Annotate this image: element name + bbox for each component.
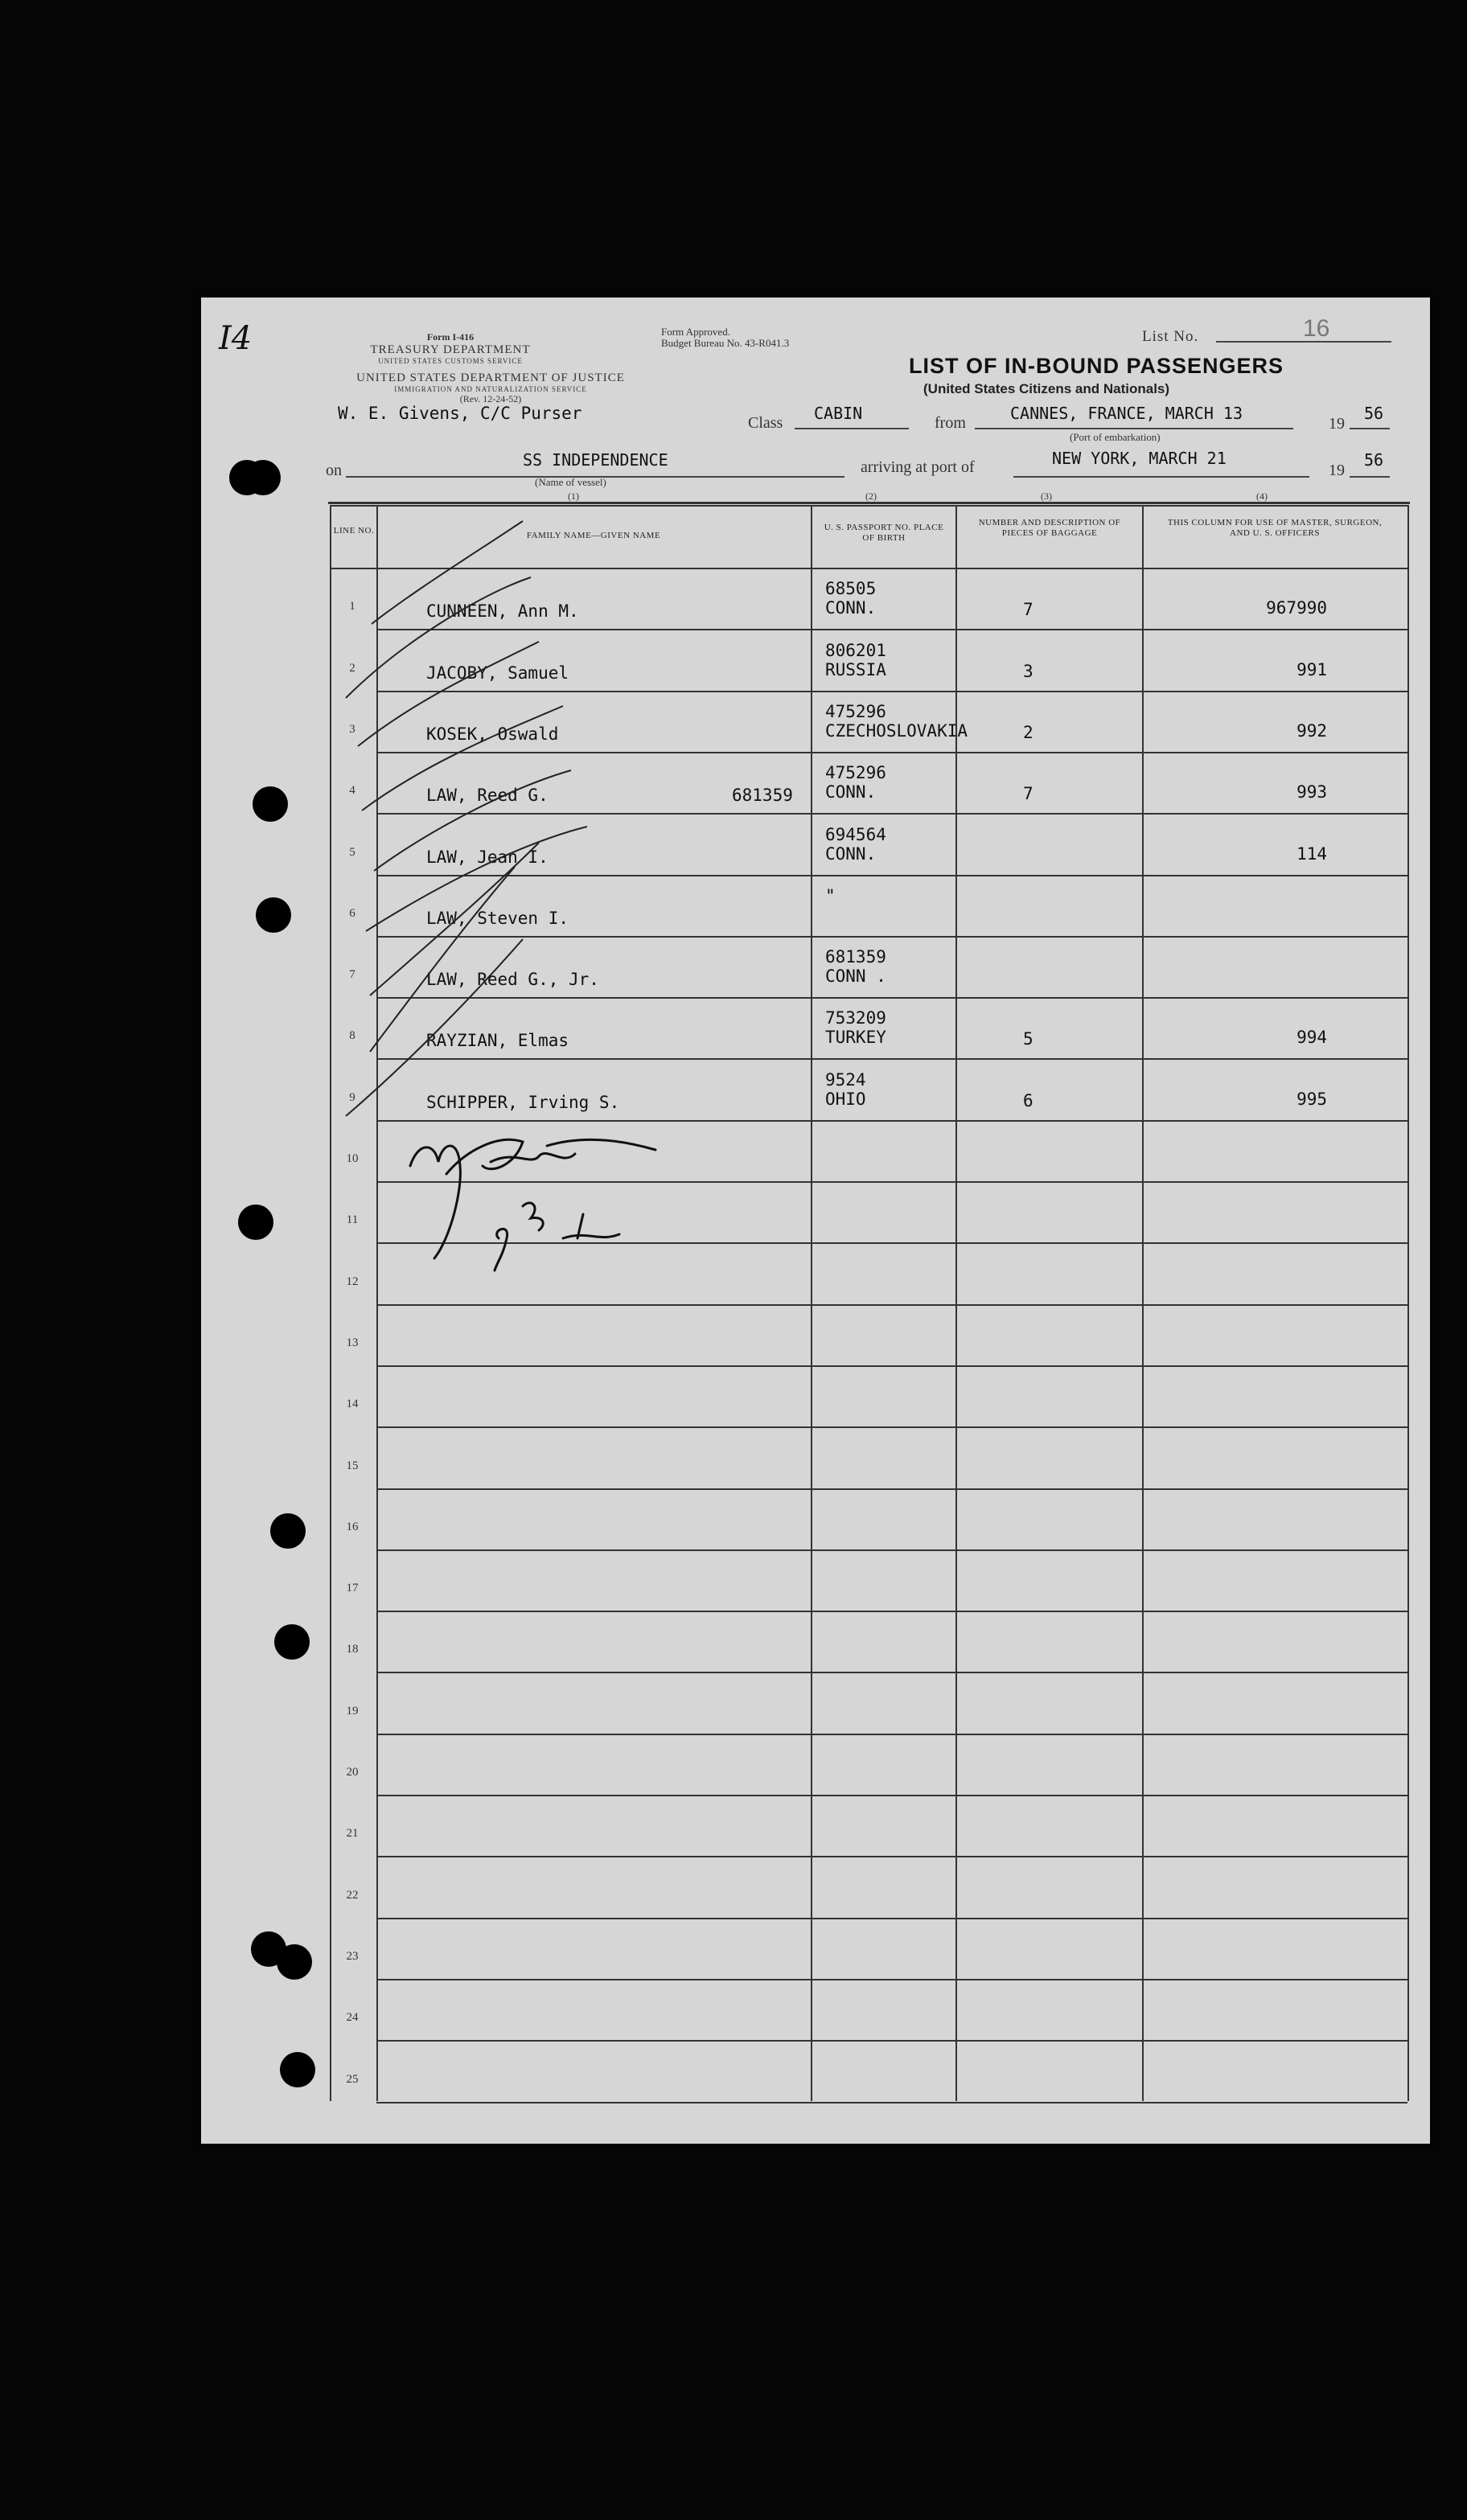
table-row-line <box>376 1488 1407 1490</box>
officer-number: 993 <box>1296 782 1327 802</box>
passenger-name: CUNNEEN, Ann M. <box>426 601 579 622</box>
col-num-2: (2) <box>865 490 877 502</box>
officer-number: 991 <box>1296 659 1327 679</box>
place-of-birth: TURKEY <box>825 1028 886 1048</box>
place-of-birth: OHIO <box>825 1089 866 1109</box>
table-row-line <box>376 629 1407 630</box>
table-row-line <box>376 1611 1407 1612</box>
col-header-baggage: NUMBER AND DESCRIPTION OF PIECES OF BAGGAGE <box>978 518 1121 538</box>
table-row-line <box>376 1795 1407 1796</box>
place-of-birth: CONN. <box>825 843 877 864</box>
passenger-name: LAW, Steven I. <box>426 908 569 928</box>
line-number: 19 <box>346 1704 359 1718</box>
passenger-name: RAYZIAN, Elmas <box>426 1031 569 1051</box>
line-number: 13 <box>346 1336 359 1349</box>
list-no-value: 16 <box>1303 315 1330 342</box>
officer-number: 995 <box>1296 1089 1327 1109</box>
binder-hole <box>238 1205 273 1240</box>
table-row-line <box>376 691 1407 692</box>
class-label: Class <box>748 414 783 432</box>
table-row-line <box>376 752 1407 753</box>
baggage-count: 6 <box>1023 1090 1033 1110</box>
line-number: 14 <box>346 1397 359 1411</box>
list-no-label: List No. <box>1142 328 1199 345</box>
line-number: 18 <box>346 1643 359 1656</box>
passenger-name: LAW, Jean I. <box>426 847 549 867</box>
vessel-label: (Name of vessel) <box>535 476 606 488</box>
col-header-name: FAMILY NAME—GIVEN NAME <box>526 531 661 540</box>
passport-number: 806201 <box>825 640 886 660</box>
line-number: 23 <box>346 1949 359 1963</box>
binder-hole <box>256 897 291 933</box>
table-row-line <box>376 1672 1407 1673</box>
line-number: 25 <box>346 2072 359 2086</box>
margin-mark: I4 <box>219 320 253 357</box>
binder-hole <box>280 2052 315 2087</box>
table-row-line <box>376 875 1407 876</box>
binder-hole <box>253 786 288 822</box>
line-number: 8 <box>349 1029 355 1043</box>
place-of-birth: CZECHOSLOVAKIA <box>825 720 968 741</box>
table-row-line <box>376 1426 1407 1428</box>
baggage-count: 2 <box>1023 722 1033 742</box>
year-prefix-1: 19 <box>1329 415 1345 433</box>
line-number: 3 <box>349 722 355 736</box>
passport-number: " <box>825 885 836 905</box>
passport-number: 475296 <box>825 763 886 783</box>
line-number: 12 <box>346 1274 359 1288</box>
col-num-4: (4) <box>1256 490 1268 502</box>
passenger-table <box>330 505 1407 2101</box>
line-number: 10 <box>346 1152 359 1165</box>
col-num-1: (1) <box>568 490 579 502</box>
line-number: 9 <box>349 1090 355 1104</box>
passenger-extra: 681359 <box>732 786 793 806</box>
baggage-count: 7 <box>1023 784 1033 804</box>
treasury-dept: TREASURY DEPARTMENT <box>370 343 531 356</box>
baggage-count: 3 <box>1023 661 1033 681</box>
line-number: 5 <box>349 845 355 859</box>
officer-number: 114 <box>1296 843 1327 864</box>
table-row-line <box>376 936 1407 938</box>
revision: (Rev. 12-24-52) <box>459 393 522 404</box>
class-value: CABIN <box>814 404 863 423</box>
vessel-name: SS INDEPENDENCE <box>523 450 668 470</box>
line-number: 24 <box>346 2011 359 2025</box>
port-embark-label: (Port of embarkation) <box>1070 431 1161 443</box>
passenger-name: LAW, Reed G., Jr. <box>426 970 599 990</box>
passport-number: 68505 <box>825 579 877 599</box>
line-number: 2 <box>349 661 355 675</box>
table-row-line <box>376 1734 1407 1735</box>
passport-number: 475296 <box>825 701 886 721</box>
year-1: 56 <box>1364 404 1384 423</box>
place-of-birth: CONN. <box>825 598 877 618</box>
binder-hole <box>274 1624 310 1660</box>
arriving-label: arriving at port of <box>861 458 975 476</box>
manifest-page <box>201 298 1430 2144</box>
table-row-line <box>376 1979 1407 1980</box>
col-header-passport: U. S. PASSPORT NO. PLACE OF BIRTH <box>824 523 944 543</box>
table-row-line <box>376 1918 1407 1919</box>
passenger-name: LAW, Reed G. <box>426 786 549 806</box>
passport-number: 681359 <box>825 947 886 967</box>
officer-number: 992 <box>1296 720 1327 741</box>
passport-number: 9524 <box>825 1069 866 1090</box>
place-of-birth: RUSSIA <box>825 659 886 679</box>
on-label: on <box>326 462 342 479</box>
justice-dept: UNITED STATES DEPARTMENT OF JUSTICE <box>356 371 625 384</box>
table-row-line <box>376 813 1407 815</box>
year-prefix-2: 19 <box>1329 462 1345 479</box>
purser: W. E. Givens, C/C Purser <box>338 404 582 423</box>
line-number: 7 <box>349 968 355 982</box>
signature-drawing <box>402 1118 692 1278</box>
col-header-officers: THIS COLUMN FOR USE OF MASTER, SURGEON, AND U. S. OFFICERS <box>1167 518 1383 538</box>
baggage-count: 5 <box>1023 1029 1033 1049</box>
line-number: 21 <box>346 1827 359 1841</box>
passport-number: 694564 <box>825 824 886 844</box>
table-row-line <box>376 1856 1407 1857</box>
table-row-line <box>376 1304 1407 1306</box>
line-number: 15 <box>346 1459 359 1472</box>
col-num-3: (3) <box>1041 490 1052 502</box>
line-number: 16 <box>346 1520 359 1533</box>
place-of-birth: CONN . <box>825 967 886 987</box>
table-row-line <box>376 2040 1407 2042</box>
baggage-count: 7 <box>1023 600 1033 620</box>
binder-hole <box>245 460 281 495</box>
officer-number: 967990 <box>1266 598 1327 618</box>
passenger-name: SCHIPPER, Irving S. <box>426 1092 620 1112</box>
officer-number: 994 <box>1296 1028 1327 1048</box>
table-row-line <box>376 2102 1407 2103</box>
from-label: from <box>935 414 966 432</box>
from-value: CANNES, FRANCE, MARCH 13 <box>1010 404 1243 423</box>
ins-service: IMMIGRATION AND NATURALIZATION SERVICE <box>394 385 587 393</box>
line-number: 1 <box>349 600 355 614</box>
form-number: Form I-416 <box>426 331 475 343</box>
check-marks <box>330 505 1407 2101</box>
table-row-line <box>376 1549 1407 1551</box>
col-header-line: LINE NO. <box>333 526 375 536</box>
customs-service: UNITED STATES CUSTOMS SERVICE <box>378 357 523 365</box>
line-number: 20 <box>346 1766 359 1779</box>
arrival-value: NEW YORK, MARCH 21 <box>1052 449 1227 468</box>
line-number: 6 <box>349 906 355 920</box>
binder-hole <box>277 1944 312 1980</box>
line-number: 17 <box>346 1582 359 1595</box>
line-number: 22 <box>346 1888 359 1902</box>
line-number: 11 <box>346 1213 359 1227</box>
passenger-name: JACOBY, Samuel <box>426 663 569 683</box>
year-2: 56 <box>1364 450 1384 470</box>
table-row-line <box>376 997 1407 999</box>
table-row-line <box>376 1058 1407 1060</box>
form-approved: Form Approved. <box>661 326 730 338</box>
table-row-line <box>376 1365 1407 1367</box>
passport-number: 753209 <box>825 1008 886 1028</box>
budget-bureau: Budget Bureau No. 43-R041.3 <box>661 337 790 349</box>
place-of-birth: CONN. <box>825 782 877 802</box>
passenger-name: KOSEK, Oswald <box>426 724 559 744</box>
page-subtitle: (United States Citizens and Nationals) <box>923 381 1170 396</box>
binder-hole <box>270 1513 306 1549</box>
page-title: LIST OF IN-BOUND PASSENGERS <box>909 354 1284 378</box>
line-number: 4 <box>349 784 355 798</box>
